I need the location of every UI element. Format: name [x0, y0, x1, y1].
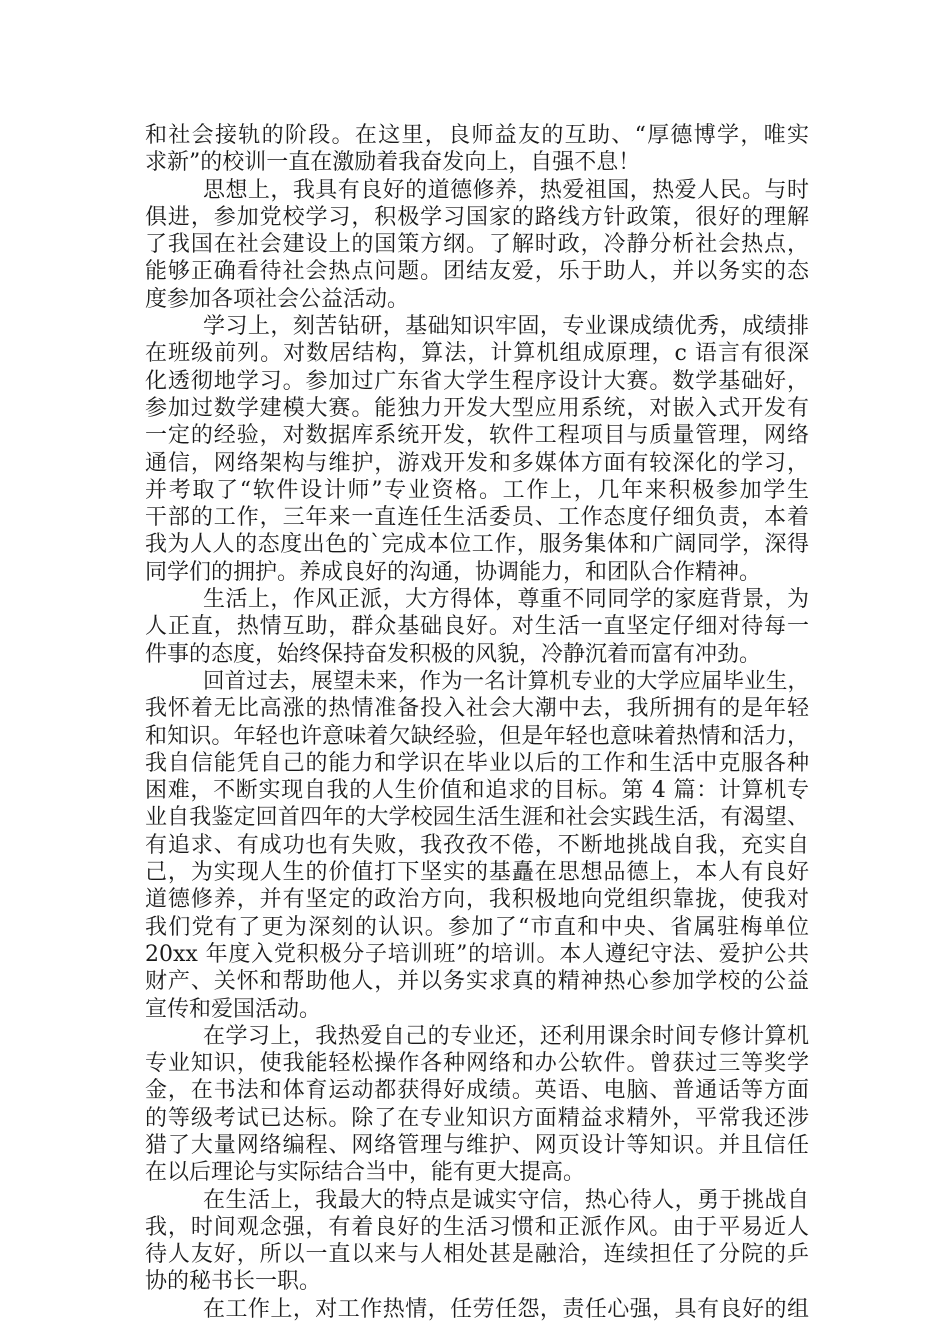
- text-line: 的等级考试已达标。除了在专业知识方面精益求精外，平常我还涉: [145, 1105, 809, 1131]
- text-line: 猎了大量网络编程、网络管理与维护、网页设计等知识。并且信任: [145, 1132, 809, 1158]
- text-line: 学习上，刻苦钻研，基础知识牢固，专业课成绩优秀，成绩排: [203, 314, 809, 340]
- text-line: 在学习上，我热爱自己的专业还，还利用课余时间专修计算机: [203, 1023, 809, 1049]
- text-line: 回首过去，展望未来，作为一名计算机专业的大学应届毕业生，: [203, 668, 809, 694]
- text-line: 和知识。年轻也许意味着欠缺经验，但是年轻也意味着热情和活力，: [145, 723, 809, 749]
- text-line: 我为人人的态度出色的`完成本位工作，服务集体和广阔同学，深得: [145, 532, 809, 558]
- text-line: 件事的态度，始终保持奋发积极的风貌，冷静沉着而富有冲劲。: [145, 641, 762, 667]
- text-line: 金，在书法和体育运动都获得好成绩。英语、电脑、普通话等方面: [145, 1078, 809, 1104]
- text-line: 并考取了“软件设计师”专业资格。工作上，几年来积极参加学生: [145, 477, 809, 503]
- text-line: 专业知识，使我能轻松操作各种网络和办公软件。曾获过三等奖学: [145, 1051, 809, 1077]
- text-line: 通信，网络架构与维护，游戏开发和多媒体方面有较深化的学习，: [145, 450, 809, 476]
- text-line: 我怀着无比高涨的热情准备投入社会大潮中去，我所拥有的是年轻: [145, 696, 809, 722]
- text-line: 20xx 年度入党积极分子培训班”的培训。本人遵纪守法、爱护公共: [145, 941, 809, 967]
- text-line: 人正直，热情互助，群众基础良好。对生活一直坚定仔细对待每一: [145, 614, 809, 640]
- text-line: 我们党有了更为深刻的认识。参加了“市直和中央、省属驻梅单位: [145, 914, 809, 940]
- text-line: 求新”的校训一直在激励着我奋发向上，自强不息！: [145, 150, 641, 176]
- text-line: 在工作上，对工作热情，任劳任怨，责任心强，具有良好的组: [203, 1296, 809, 1322]
- text-line: 有追求、有成功也有失败，我孜孜不倦，不断地挑战自我，充实自: [145, 832, 809, 858]
- text-line: 业自我鉴定回首四年的大学校园生活生涯和社会实践生活，有渴望、: [145, 805, 809, 831]
- text-line: 参加过数学建模大赛。能独力开发大型应用系统，对嵌入式开发有: [145, 395, 809, 421]
- text-line: 己，为实现人生的价值打下坚实的基矗在思想品德上，本人有良好: [145, 860, 809, 886]
- text-line: 宣传和爱国活动。: [145, 996, 322, 1022]
- text-line: 度参加各项社会公益活动。: [145, 286, 410, 312]
- text-line: 一定的经验，对数据库系统开发，软件工程项目与质量管理，网络: [145, 423, 809, 449]
- text-line: 我，时间观念强，有着良好的生活习惯和正派作风。由于平易近人: [145, 1214, 809, 1240]
- text-line: 干部的工作，三年来一直连任生活委员、工作态度仔细负责，本着: [145, 505, 809, 531]
- text-line: 我自信能凭自己的能力和学识在毕业以后的工作和生活中克服各种: [145, 750, 809, 776]
- text-line: 化透彻地学习。参加过广东省大学生程序设计大赛。数学基础好，: [145, 368, 809, 394]
- text-line: 道德修养，并有坚定的政治方向，我积极地向党组织靠拢，使我对: [145, 887, 809, 913]
- text-line: 待人友好，所以一直以来与人相处甚是融洽，连续担任了分院的乒: [145, 1242, 809, 1268]
- text-line: 在生活上，我最大的特点是诚实守信，热心待人，勇于挑战自: [203, 1187, 809, 1213]
- text-line: 在以后理论与实际结合当中，能有更大提高。: [145, 1160, 586, 1186]
- text-line: 了我国在社会建设上的国策方纲。了解时政，冷静分析社会热点，: [145, 232, 809, 258]
- text-line: 思想上，我具有良好的道德修养，热爱祖国，热爱人民。与时: [203, 177, 809, 203]
- text-line: 财产、关怀和帮助他人，并以务实求真的精神热心参加学校的公益: [145, 969, 809, 995]
- text-line: 同学们的拥护。养成良好的沟通，协调能力，和团队合作精神。: [145, 559, 762, 585]
- text-line: 生活上，作风正派，大方得体，尊重不同同学的家庭背景，为: [203, 587, 809, 613]
- text-line: 在班级前列。对数居结构，算法，计算机组成原理，c 语言有很深: [145, 341, 809, 367]
- text-line: 和社会接轨的阶段。在这里，良师益友的互助、“厚德博学，唯实: [145, 123, 809, 148]
- text-line: 能够正确看待社会热点问题。团结友爱，乐于助人，并以务实的态: [145, 259, 809, 285]
- text-line: 俱进，参加党校学习，积极学习国家的路线方针政策，很好的理解: [145, 204, 809, 230]
- text-line: 协的秘书长一职。: [145, 1269, 322, 1295]
- text-line: 困难，不断实现自我的人生价值和追求的目标。第 4 篇：计算机专: [145, 778, 809, 804]
- body-text: [145, 122, 809, 1323]
